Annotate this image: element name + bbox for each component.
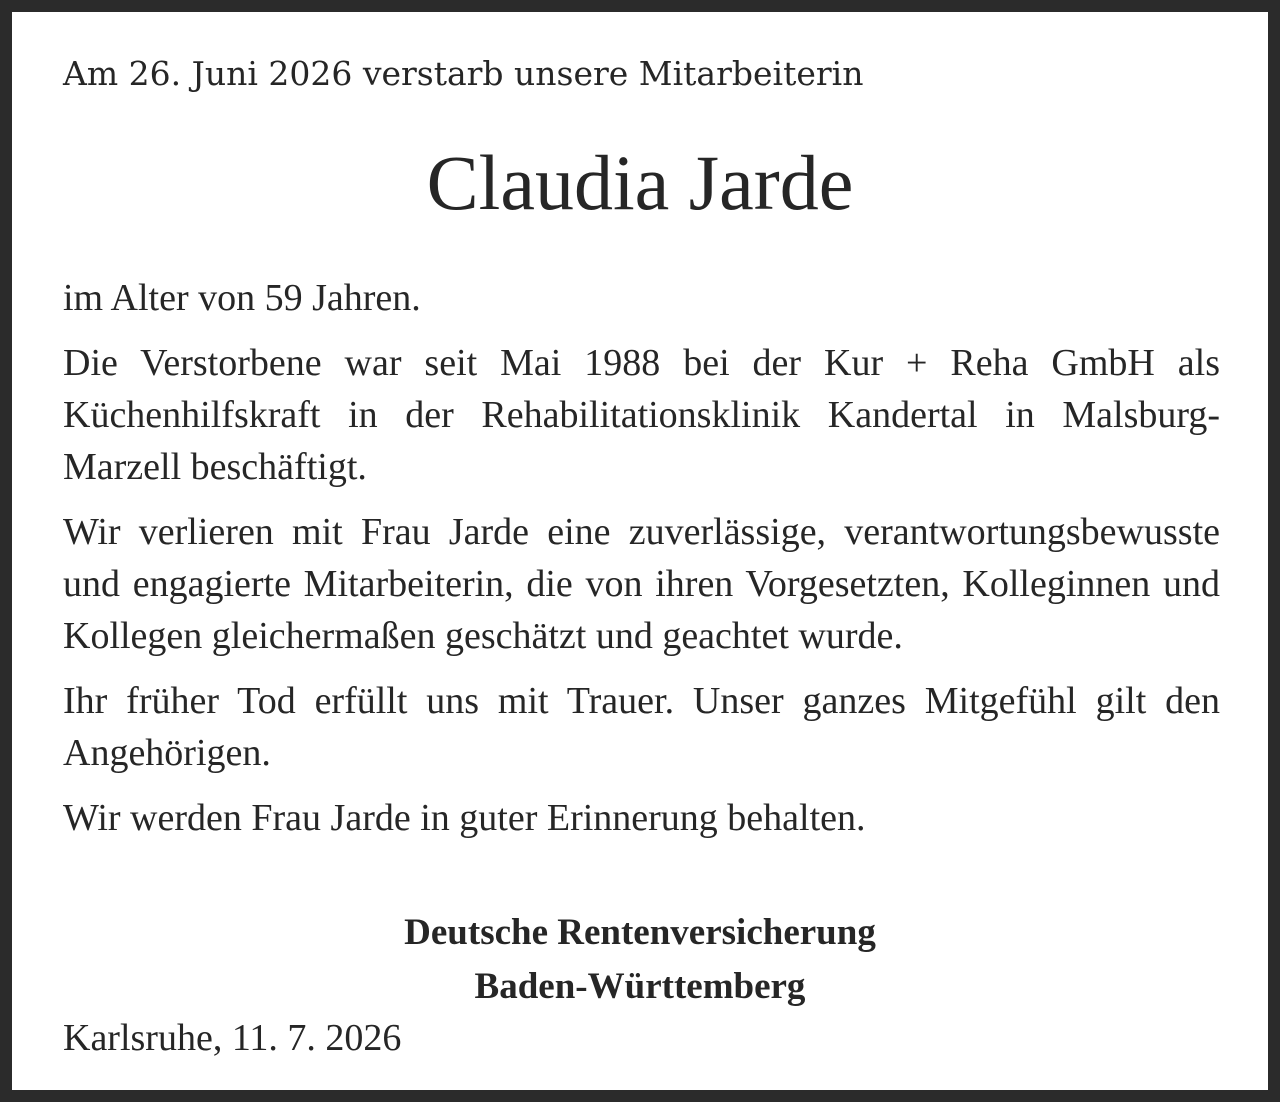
notice-body [63, 272, 1220, 844]
intro-line: Am 26. Juni 2026 verstarb unsere Mitarbeiterin [63, 54, 864, 93]
signature-block [12, 906, 1268, 1014]
signature-organization: Deutsche Rentenversicherung [404, 912, 876, 953]
tribute-paragraph: Wir verlieren mit Frau Jarde eine zuverlässige, verantwortungsbewusste und engagierte Mitarbeiterin, die von ihren Vorgesetzten, Kolleginnen und Kollegen gleichermaßen geschätzt und geachtet wurde. [63, 511, 1220, 657]
remembrance-paragraph: Wir werden Frau Jarde in guter Erinnerung behalten. [63, 797, 866, 839]
age-paragraph: im Alter von 59 Jahren. [63, 277, 421, 319]
condolence-paragraph: Ihr früher Tod erfüllt uns mit Trauer. Unser ganzes Mitgefühl gilt den Angehörigen. [63, 680, 1220, 774]
deceased-name: Claudia Jarde [426, 139, 854, 226]
employment-paragraph: Die Verstorbene war seit Mai 1988 bei der Kur + Reha GmbH als Küchenhilfskraft in der Rehabilitationsklinik Kandertal in Malsburg-Marzell beschäftigt. [63, 342, 1220, 488]
signature-region: Baden-Württemberg [474, 966, 806, 1007]
place-and-date: Karlsruhe, 11. 7. 2026 [63, 1017, 402, 1059]
